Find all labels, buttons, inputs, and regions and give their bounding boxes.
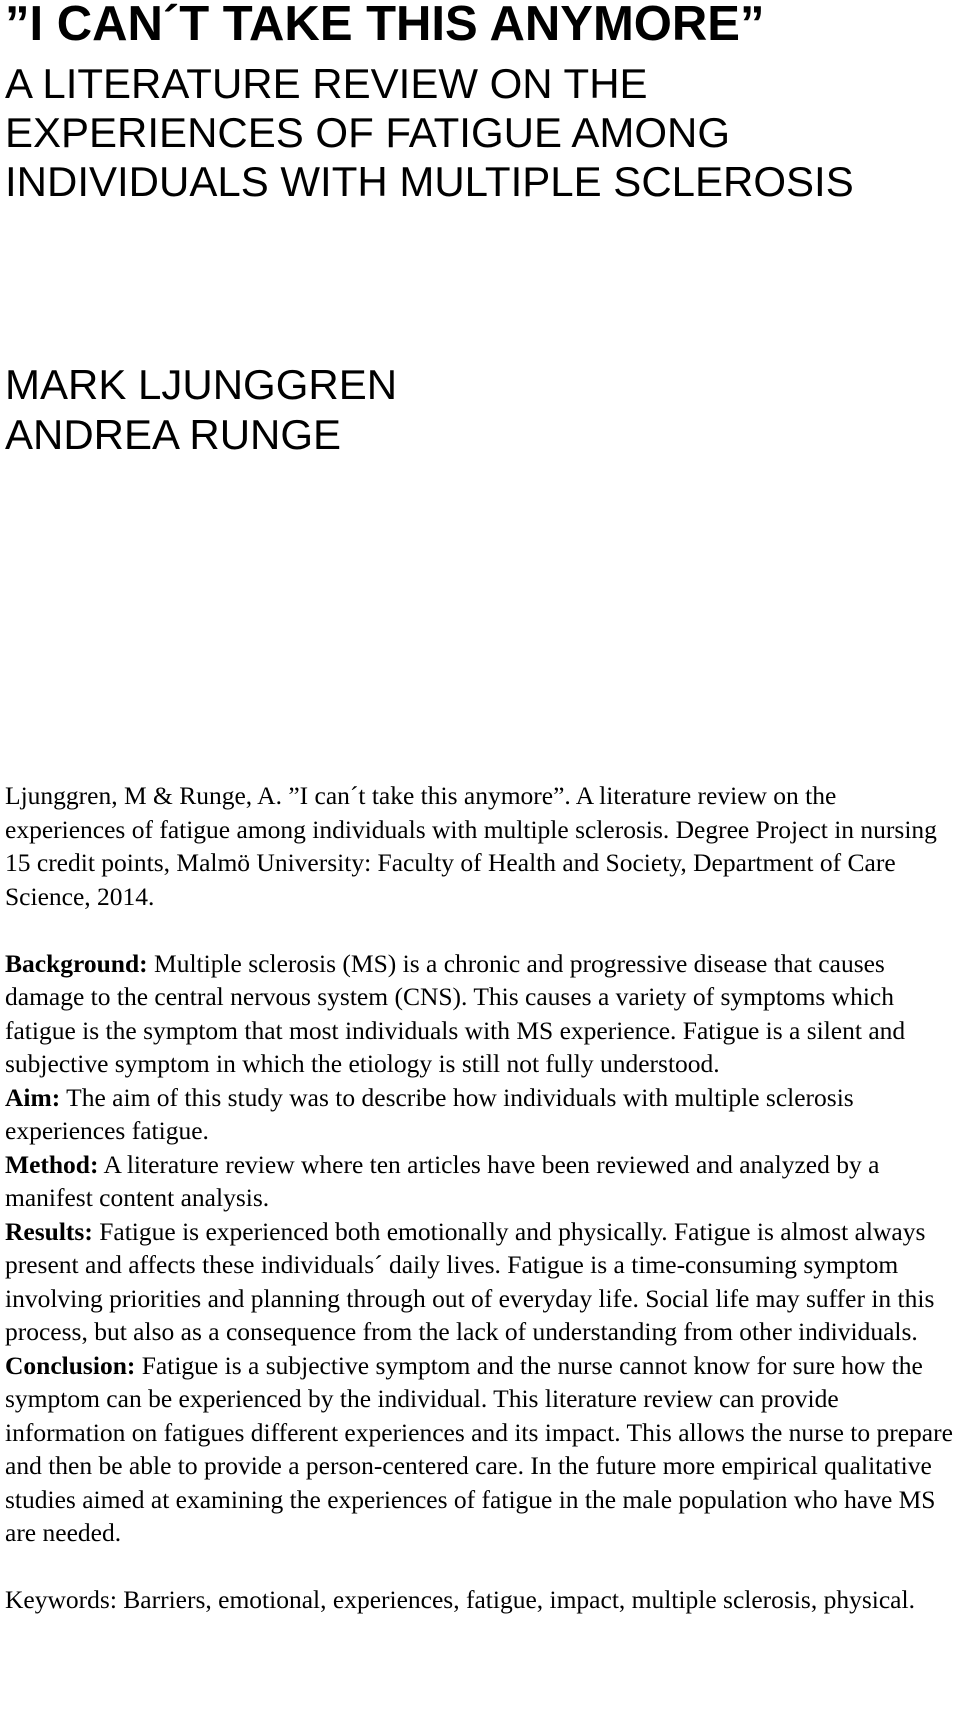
conclusion-text: Fatigue is a subjective symptom and the nurse cannot know for sure how the symptom can be experienced by the individual. This literature review can provide information on fatigues different experiences and its impact. This allows the nurse to prepare and then be able to provide a person-centered care. In the future more empirical qualitative studies aimed at examining the experiences of fatigue in the male population who have MS are needed. — [5, 1350, 953, 1547]
background-paragraph — [5, 947, 955, 1081]
subtitle-line: A LITERATURE REVIEW ON THE — [5, 60, 648, 107]
author-name: MARK LJUNGGREN — [5, 361, 398, 408]
abstract — [5, 779, 955, 1617]
method-text: A literature review where ten articles have been reviewed and analyzed by a manifest content analysis. — [5, 1149, 880, 1212]
results-text: Fatigue is experienced both emotionally and physically. Fatigue is almost always present and affects these individuals´ daily lives. Fatigue is a time-consuming symptom involving priorities and planning through out of everyday life. Social life may suffer in this process, but also as a consequence from the lack of understanding from other individuals. — [5, 1216, 935, 1346]
aim-label: Aim: — [5, 1082, 61, 1112]
method-label: Method: — [5, 1149, 99, 1179]
paragraph-spacer — [5, 1550, 955, 1584]
aim-text: The aim of this study was to describe how individuals with multiple sclerosis experiences fatigue. — [5, 1082, 854, 1145]
subtitle-line: INDIVIDUALS WITH MULTIPLE SCLEROSIS — [5, 158, 854, 205]
paragraph-spacer — [5, 913, 955, 947]
background-text: Multiple sclerosis (MS) is a chronic and progressive disease that causes damage to the central nervous system (CNS). This causes a variety of symptoms which fatigue is the symptom that most individuals with MS experience. Fatigue is a silent and subjective symptom in which the etiology is still not fully understood. — [5, 948, 906, 1078]
author-list — [5, 360, 397, 460]
background-label: Background: — [5, 948, 148, 978]
aim-paragraph — [5, 1081, 955, 1148]
keywords-paragraph: Keywords: Barriers, emotional, experiences, fatigue, impact, multiple sclerosis, physical. — [5, 1585, 915, 1614]
citation-paragraph: Ljunggren, M & Runge, A. ”I can´t take this anymore”. A literature review on the experiences of fatigue among individuals with multiple sclerosis. Degree Project in nursing 15 credit points, Malmö University: Faculty of Health and Society, Department of Care Science, 2014. — [5, 781, 937, 911]
conclusion-label: Conclusion: — [5, 1350, 136, 1380]
method-paragraph — [5, 1148, 955, 1215]
subtitle-line: EXPERIENCES OF FATIGUE AMONG — [5, 109, 731, 156]
results-paragraph — [5, 1215, 955, 1349]
results-label: Results: — [5, 1216, 93, 1246]
document-subtitle — [5, 59, 945, 206]
conclusion-paragraph — [5, 1349, 955, 1550]
document-title: ”I CAN´T TAKE THIS ANYMORE” — [5, 0, 765, 51]
author-name: ANDREA RUNGE — [5, 411, 342, 458]
